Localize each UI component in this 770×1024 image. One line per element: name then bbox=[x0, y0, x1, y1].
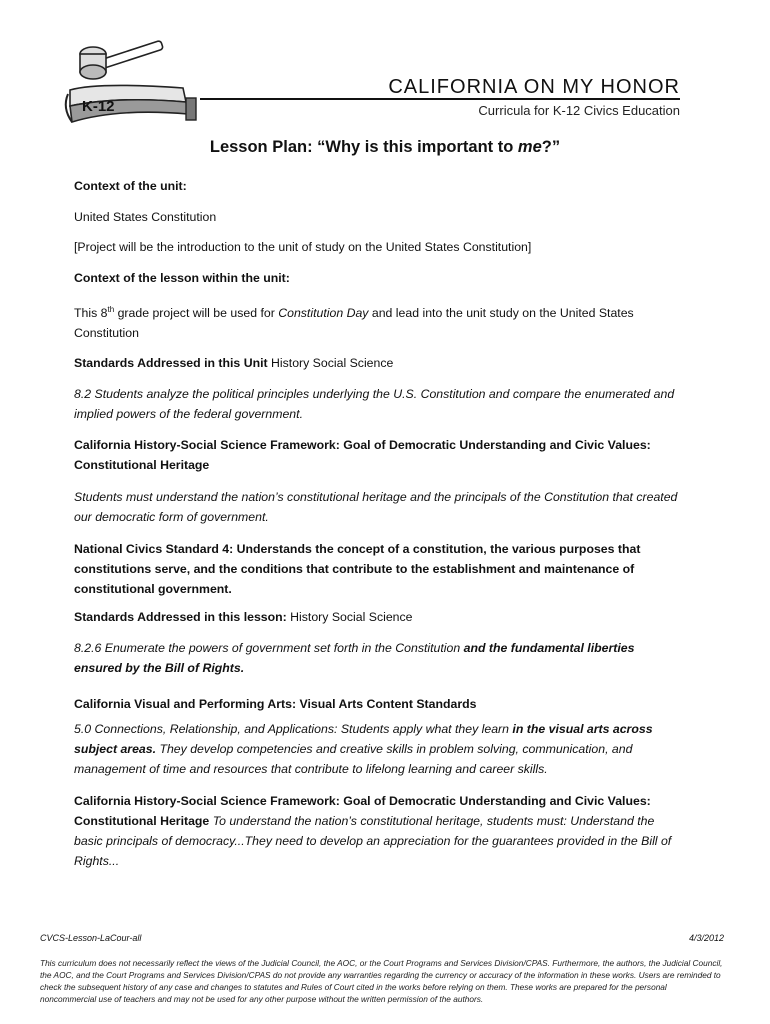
context-lesson-text bbox=[74, 300, 684, 343]
lesson-title-em: me bbox=[517, 138, 542, 156]
vapa-part3: They develop competencies and creative skills in problem solving, communication, and management of time and resources that contribute to lifelong learning and career skills. bbox=[74, 742, 633, 777]
vapa-part2: in the visual arts across subject areas. bbox=[74, 722, 653, 757]
framework-block-2 bbox=[74, 791, 684, 871]
standards-unit bbox=[74, 353, 684, 373]
context-lesson-part2: grade project will be used for bbox=[114, 306, 279, 321]
ordinal-suffix: th bbox=[107, 305, 115, 314]
constitution-day: Constitution Day bbox=[278, 306, 369, 321]
standards-lesson-value: History Social Science bbox=[286, 610, 413, 625]
standard-8-2-6 bbox=[74, 638, 684, 678]
framework-heading-2: California History-Social Science Framework: Goal of Democratic Understanding and Civic Values: Constitutional Heritage bbox=[74, 794, 651, 829]
page-header bbox=[0, 0, 770, 130]
document-id: CVCS-Lesson-LaCour-all bbox=[40, 933, 142, 943]
standards-lesson bbox=[74, 607, 684, 627]
standards-unit-value: History Social Science bbox=[267, 356, 394, 371]
framework-text-2: To understand the nation’s constitutional heritage, students must: Understand the basic principals of democracy...They need to develop an appreciation for the guarantees provided in the Bill of Rights... bbox=[74, 814, 672, 869]
lesson-content bbox=[74, 176, 684, 871]
framework-text-1: Students must understand the nation’s constitutional heritage and the principals of the Constitution that created our democratic form of government. bbox=[74, 490, 678, 525]
context-lesson-part1: This 8 bbox=[74, 306, 108, 321]
context-unit-value: United States Constitution bbox=[74, 210, 217, 224]
context-unit-heading: Context of the unit: bbox=[74, 179, 187, 193]
brand-subtitle: Curricula for K-12 Civics Education bbox=[478, 103, 680, 118]
lesson-title-prefix: Lesson Plan: “Why is this important to bbox=[209, 138, 518, 156]
standard-8-2: 8.2 Students analyze the political principles underlying the U.S. Constitution and compare the enumerated and implied powers of the federal government. bbox=[74, 387, 675, 422]
document-date: 4/3/2012 bbox=[688, 933, 724, 943]
vapa-heading: California Visual and Performing Arts: Visual Arts Content Standards bbox=[74, 697, 477, 712]
vapa-part1: 5.0 Connections, Relationship, and Applications: Students apply what they learn bbox=[74, 722, 513, 737]
vapa-text bbox=[74, 719, 684, 779]
standards-unit-label: Standards Addressed in this Unit bbox=[74, 356, 268, 371]
framework-heading-1: California History-Social Science Framework: Goal of Democratic Understanding and Civic Values: Constitutional Heritage bbox=[74, 438, 651, 473]
lesson-title bbox=[0, 138, 770, 157]
lesson-title-suffix: ?” bbox=[541, 138, 561, 156]
brand-title: CALIFORNIA ON MY HONOR bbox=[388, 76, 680, 98]
standard-8-2-6-part2: and the fundamental liberties ensured by the Bill of Rights. bbox=[74, 641, 635, 676]
disclaimer-text: This curriculum does not necessarily reflect the views of the Judicial Council, the AOC, or the Court Programs and Services Division/CPAS. Furthermore, the authors, the Judicial Council, the AOC, and the Court Programs and Services Division/CPAS do not provide any warranties regarding the currency or accuracy of the information in these works. Users are reminded to check the subsequent history of any case and changes to statutes and Rules of Court cited in the works before relying on them. These works are prepared for the personal noncommercial use of teachers and may not be used for any other purpose without the written permission of the authors. bbox=[40, 958, 723, 1004]
context-lesson-part3: and lead into the unit study on the United States Constitution bbox=[74, 306, 634, 341]
logo-text: K-12 bbox=[82, 98, 115, 115]
context-unit-note: [Project will be the introduction to the unit of study on the United States Constitution] bbox=[74, 240, 532, 254]
standards-lesson-label: Standards Addressed in this lesson: bbox=[74, 610, 287, 625]
gavel-book-logo bbox=[58, 38, 208, 128]
standard-8-2-6-part1: 8.2.6 Enumerate the powers of government set forth in the Constitution bbox=[74, 641, 464, 656]
national-civics-standard: National Civics Standard 4: Understands the concept of a constitution, the various purposes that constitutions serve, and the conditions that contribute to the establishment and maintenance of constitutional government. bbox=[74, 542, 641, 597]
context-lesson-heading: Context of the lesson within the unit: bbox=[74, 271, 290, 285]
